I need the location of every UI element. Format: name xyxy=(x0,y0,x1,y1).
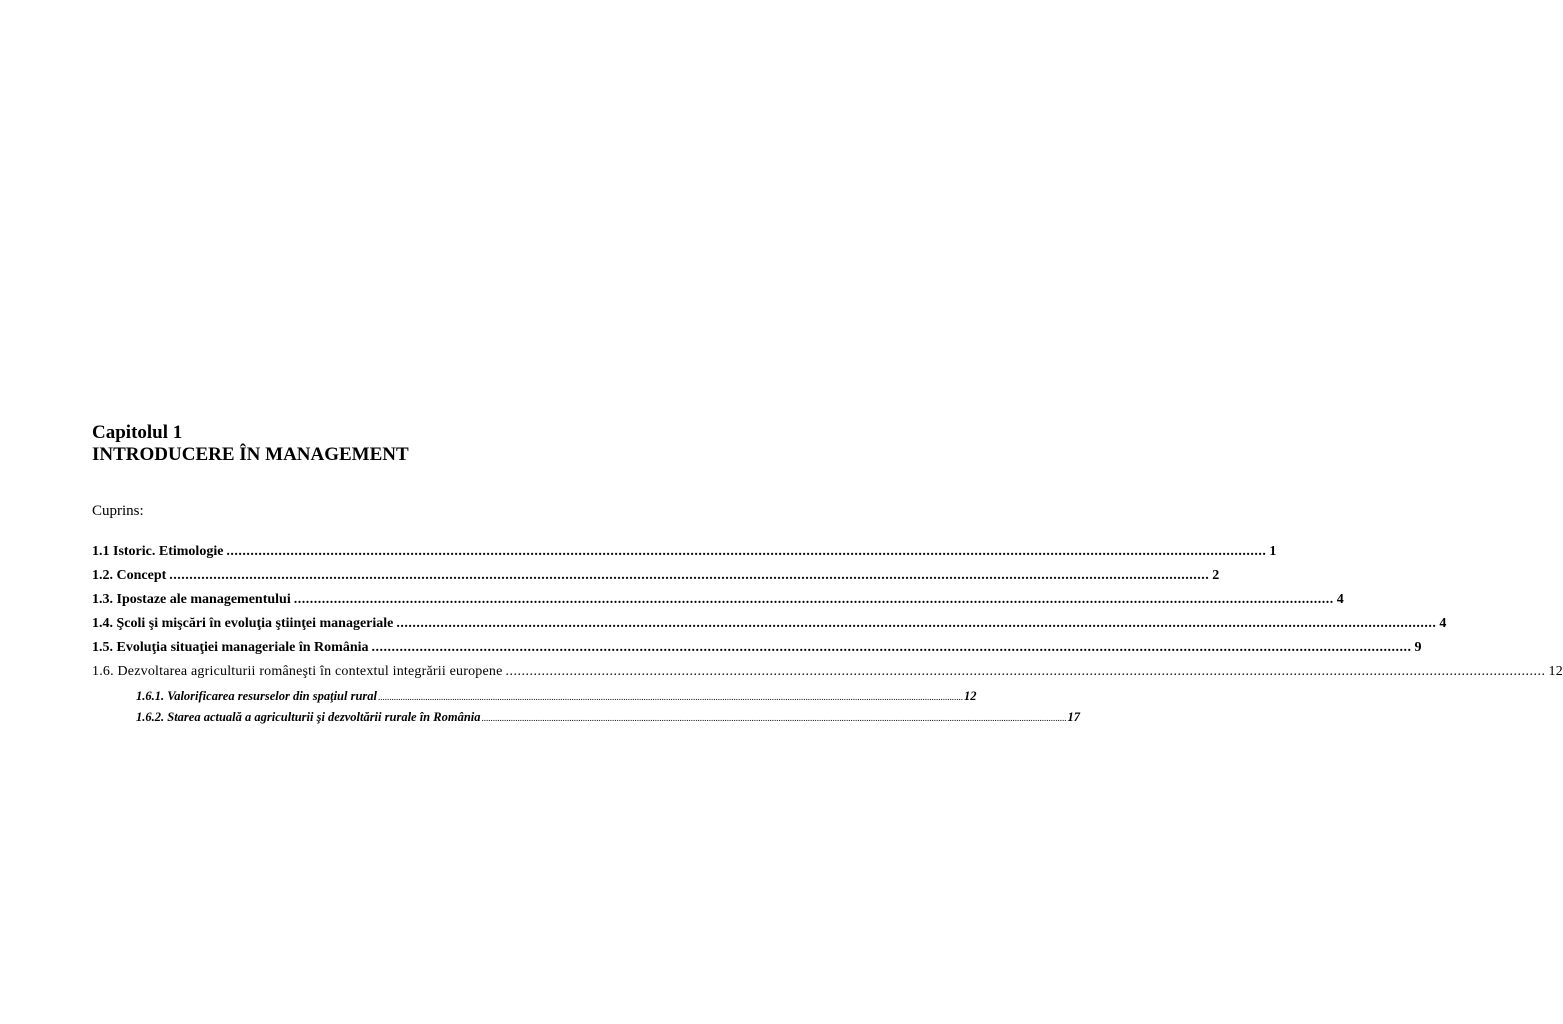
toc-entry-text: 1.1 Istoric. Etimologie xyxy=(92,544,224,559)
toc-entry-1-6[interactable] xyxy=(92,662,1563,686)
toc-leader-dots: .................................................................................................................................................................................................................................................................... xyxy=(371,640,1412,655)
toc-leader-dots: .................................................................................................................................................................................................................................................................... xyxy=(378,692,964,702)
toc-entry-text: 1.6. Dezvoltarea agriculturii româneşti în contextul integrării europene xyxy=(92,664,503,679)
toc-entry-1-2[interactable] xyxy=(92,566,1220,590)
toc-leader-dots: .................................................................................................................................................................................................................................................................... xyxy=(396,616,1437,631)
table-of-contents xyxy=(92,542,1563,728)
toc-entry-1-6-1[interactable] xyxy=(92,686,977,707)
toc-page-number: 17 xyxy=(1067,710,1080,724)
toc-entry-text: 1.2. Concept xyxy=(92,568,167,583)
toc-entry-text: 1.6.2. Starea actuală a agriculturii şi dezvoltării rurale în România xyxy=(136,710,481,724)
chapter-label: Capitolul 1 xyxy=(92,422,183,443)
toc-entry-text: 1.4. Şcoli şi mişcări în evoluţia ştiinţei manageriale xyxy=(92,616,394,631)
toc-leader-dots: .................................................................................................................................................................................................................................................................... xyxy=(293,592,1334,607)
toc-page-number: 4 xyxy=(1336,592,1344,607)
toc-leader-dots: .................................................................................................................................................................................................................................................................... xyxy=(481,713,1067,723)
toc-leader-dots: .................................................................................................................................................................................................................................................................... xyxy=(226,544,1267,559)
toc-entry-1-5[interactable] xyxy=(92,638,1422,662)
toc-leader-dots: .................................................................................................................................................................................................................................................................... xyxy=(505,664,1546,679)
toc-page-number: 12 xyxy=(964,689,977,703)
toc-entry-text: 1.3. Ipostaze ale managementului xyxy=(92,592,291,607)
toc-entry-text: 1.5. Evoluţia situaţiei manageriale în România xyxy=(92,640,369,655)
chapter-title: INTRODUCERE ÎN MANAGEMENT xyxy=(92,444,409,465)
toc-entry-1-1[interactable] xyxy=(92,542,1277,566)
toc-entry-1-6-2[interactable] xyxy=(92,707,1080,728)
toc-entry-1-3[interactable] xyxy=(92,590,1344,614)
toc-page-number: 12 xyxy=(1548,664,1563,679)
toc-page-number: 4 xyxy=(1439,616,1447,631)
toc-page-number: 2 xyxy=(1212,568,1220,583)
toc-page-number: 9 xyxy=(1414,640,1422,655)
toc-entry-1-4[interactable] xyxy=(92,614,1447,638)
toc-page-number: 1 xyxy=(1269,544,1277,559)
toc-entry-text: 1.6.1. Valorificarea resurselor din spaţiul rural xyxy=(136,689,378,703)
toc-leader-dots: .................................................................................................................................................................................................................................................................... xyxy=(169,568,1210,583)
contents-label: Cuprins: xyxy=(92,503,144,519)
